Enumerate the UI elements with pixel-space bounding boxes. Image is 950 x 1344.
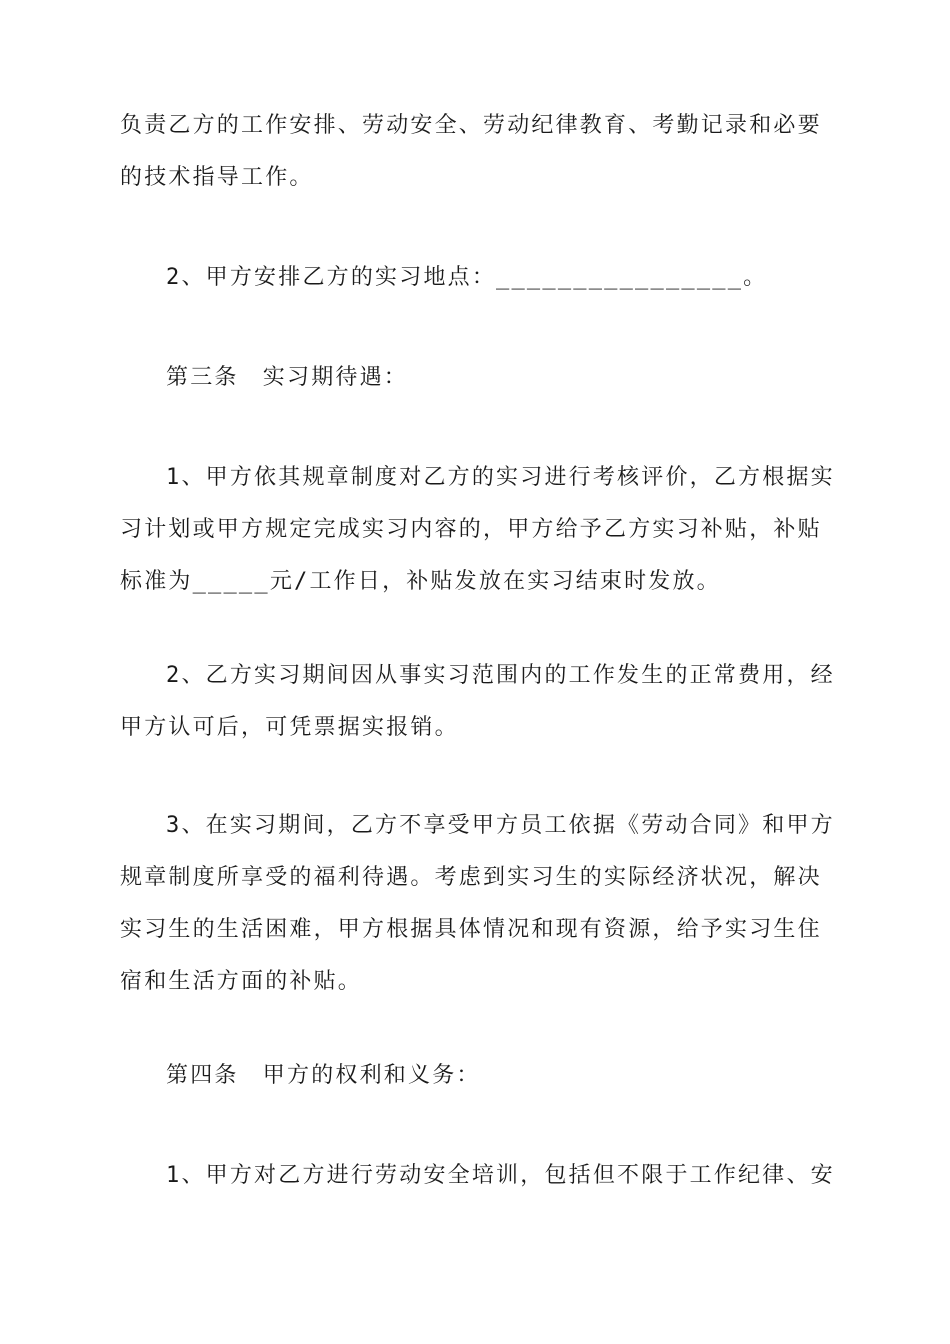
paragraph-internship-allowance [120,452,835,608]
text-line: 2、乙方实习期间因从事实习范围内的工作发生的正常费用，经 [166,663,835,688]
text-line: 习计划或甲方规定完成实习内容的，甲方给予乙方实习补贴，补贴 [120,517,822,542]
paragraph-internship-location [120,252,832,304]
text-line: 1、甲方依其规章制度对乙方的实习进行考核评价，乙方根据实 [166,465,835,490]
text-line: 标准为_____元/工作日，补贴发放在实习结束时发放。 [120,569,721,594]
paragraph-responsibilities-continued [120,100,832,204]
text-line: 宿和生活方面的补贴。 [120,969,363,994]
text-line: 3、在实习期间，乙方不享受甲方员工依据《劳动合同》和甲方 [166,813,835,838]
paragraph-expense-reimbursement [120,650,835,754]
text-line: 规章制度所享受的福利待遇。考虑到实习生的实际经济状况，解决 [120,865,822,890]
text-line: 甲方认可后，可凭票据实报销。 [120,715,459,740]
text-line: 的技术指导工作。 [120,165,314,190]
section-title: 第四条 甲方的权利和义务： [166,1063,481,1088]
section-title: 第三条 实习期待遇： [166,365,409,390]
paragraph-safety-training [120,1150,835,1202]
paragraph-benefits [120,800,835,1008]
text-line: 负责乙方的工作安排、劳动安全、劳动纪律教育、考勤记录和必要 [120,113,822,138]
section-heading-article-4 [120,1050,832,1102]
text-line: 2、甲方安排乙方的实习地点：________________。 [166,265,768,290]
text-line: 1、甲方对乙方进行劳动安全培训，包括但不限于工作纪律、安 [166,1163,835,1188]
text-line: 实习生的生活困难，甲方根据具体情况和现有资源，给予实习生住 [120,917,822,942]
section-heading-article-3 [120,352,832,404]
